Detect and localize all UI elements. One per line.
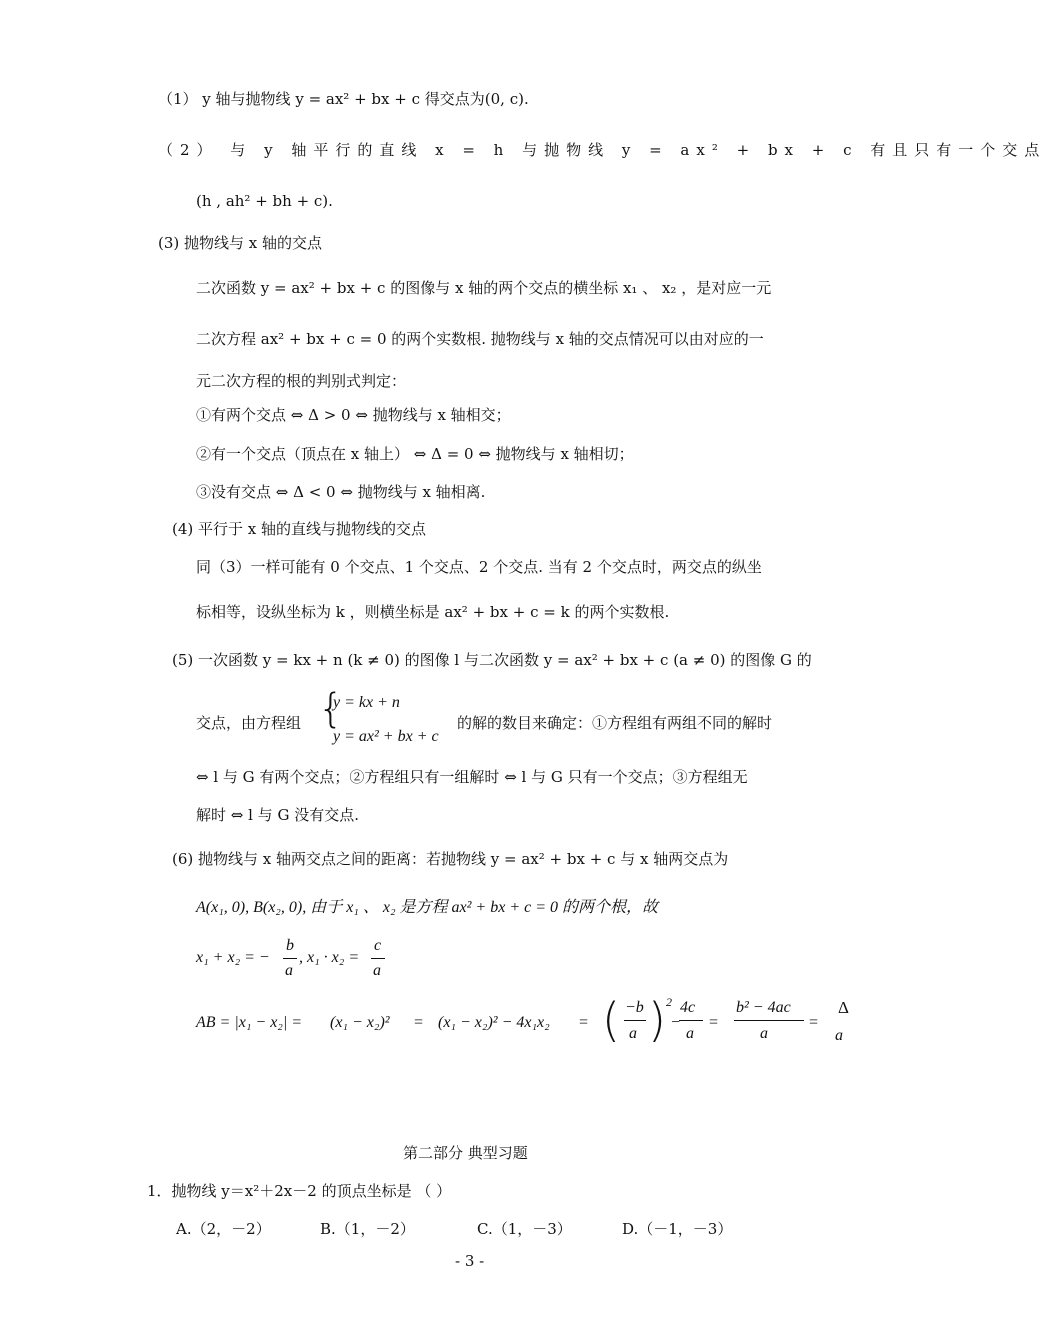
vieta-sum-bar (283, 958, 297, 959)
ab-4c-bar (679, 1020, 703, 1021)
case-two-intersections: ①有两个交点 ⇔ Δ > 0 ⇔ 抛物线与 x 轴相交； (196, 406, 511, 424)
case-one-intersection: ②有一个交点（顶点在 x 轴上） ⇔ Δ = 0 ⇔ 抛物线与 x 轴相切； (196, 445, 634, 463)
item-4-line-2: 标相等，设纵坐标为 k ，则横坐标是 ax² + bx + c = k 的两个实数根. (196, 603, 670, 621)
ab-delta-den: a (835, 1027, 843, 1044)
item-4-heading: (4) 平行于 x 轴的直线与抛物线的交点 (172, 520, 427, 538)
ab-eq-2: = (578, 1014, 589, 1031)
ab-disc-bar (734, 1020, 804, 1021)
system-brace: { (318, 686, 344, 732)
case-no-intersection: ③没有交点 ⇔ Δ < 0 ⇔ 抛物线与 x 轴相离. (196, 483, 486, 501)
ab-lhs: AB = |x₁ − x₂| = (196, 1014, 303, 1031)
ab-term-2: (x₁ − x₂)² − 4x₁x₂ (438, 1014, 550, 1031)
ab-eq-3: = (708, 1014, 719, 1031)
item-2-line-1: （2） 与 y 轴平行的直线 x = h 与抛物线 y = ax² + bx + c 有且只有一个交点 (158, 141, 1046, 159)
ab-frac-num: −b (625, 999, 644, 1016)
ab-disc-num: b² − 4ac (736, 999, 791, 1016)
option-a: A.（2，－2） (176, 1220, 271, 1238)
ab-frac-bar (624, 1020, 646, 1021)
ab-paren-left: ( (602, 993, 620, 1047)
item-5-line-1: (5) 一次函数 y = kx + n (k ≠ 0) 的图像 l 与二次函数 y = ax² + bx + c (a ≠ 0) 的图像 G 的 (172, 651, 812, 669)
option-d: D.（－1，－3） (622, 1220, 733, 1238)
option-b: B.（1，－2） (320, 1220, 415, 1238)
system-equation-2: y = ax² + bx + c (333, 728, 439, 745)
item-6-line-1: (6) 抛物线与 x 轴两交点之间的距离：若抛物线 y = ax² + bx + c 与 x 轴两交点为 (172, 850, 729, 868)
item-3-line-3: 元二次方程的根的判别式判定： (196, 372, 407, 390)
vieta-prod-den: a (373, 962, 381, 979)
item-3-heading: (3) 抛物线与 x 轴的交点 (158, 234, 323, 252)
item-3-line-1: 二次函数 y = ax² + bx + c 的图像与 x 轴的两个交点的横坐标 x₁ 、 x₂ ，是对应一元 (196, 279, 772, 297)
vieta-sum: x₁ + x₂ = − (196, 949, 270, 966)
question-1: 1．抛物线 y＝x²＋2x－2 的顶点坐标是 （ ） (147, 1182, 452, 1200)
section-title: 第二部分 典型习题 (403, 1144, 528, 1162)
ab-4c-den: a (686, 1025, 694, 1042)
vieta-sum-den: a (285, 962, 293, 979)
vieta-prod-num: c (374, 937, 382, 954)
ab-frac-den: a (629, 1025, 637, 1042)
system-equation-1: y = kx + n (333, 694, 400, 711)
ab-term-1: (x₁ − x₂)² (330, 1014, 390, 1031)
item-3-line-2: 二次方程 ax² + bx + c = 0 的两个实数根. 抛物线与 x 轴的交点情况可以由对应的一 (196, 330, 764, 348)
item-5-line-4: 解时 ⇔ l 与 G 没有交点. (196, 806, 359, 824)
ab-disc-den: a (760, 1025, 768, 1042)
vieta-sum-num: b (286, 937, 294, 954)
ab-eq-1: = (413, 1014, 424, 1031)
ab-minus: − (670, 1014, 681, 1031)
item-1: （1） y 轴与抛物线 y = ax² + bx + c 得交点为(0, c). (158, 90, 529, 108)
ab-square: 2 (666, 995, 672, 1009)
item-4-line-1: 同（3）一样可能有 0 个交点、1 个交点、2 个交点. 当有 2 个交点时，两交点的纵坐 (196, 558, 762, 576)
ab-paren-right: ) (648, 993, 666, 1047)
option-c: C.（1，－3） (477, 1220, 572, 1238)
page-number: - 3 - (455, 1252, 485, 1270)
item-6-line-2: A(x₁, 0), B(x₂, 0), 由于 x₁ 、 x₂ 是方程 ax² + bx + c = 0 的两个根，故 (196, 899, 659, 916)
ab-eq-4: = (808, 1014, 819, 1031)
vieta-prod-bar (371, 958, 385, 959)
item-5-system-intro: 交点，由方程组 (196, 714, 302, 732)
item-5-line-3: ⇔ l 与 G 有两个交点；②方程组只有一组解时 ⇔ l 与 G 只有一个交点；③方程组无 (196, 768, 748, 786)
item-5-system-outro: 的解的数目来确定：①方程组有两组不同的解时 (457, 714, 773, 732)
ab-4c-num: 4c (680, 999, 696, 1016)
item-2-line-2: (h , ah² + bh + c). (196, 192, 333, 210)
vieta-product: , x₁ · x₂ = (299, 949, 360, 966)
ab-delta: Δ (838, 998, 849, 1017)
